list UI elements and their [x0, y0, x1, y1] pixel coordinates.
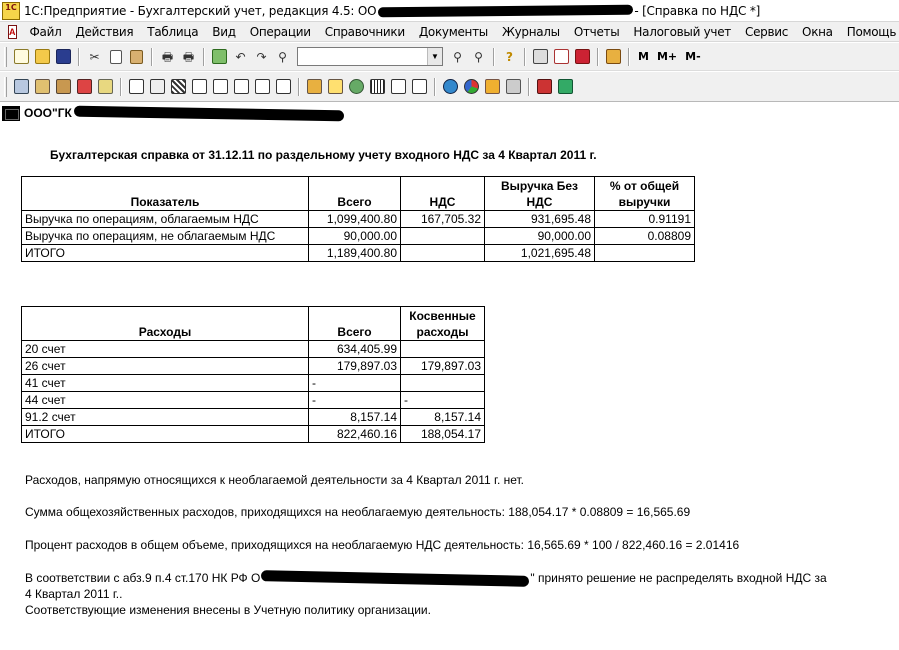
- new-document-icon[interactable]: [11, 46, 32, 67]
- paste-icon[interactable]: [126, 46, 147, 67]
- doc-c-icon[interactable]: [273, 76, 294, 97]
- box-icon[interactable]: [503, 76, 524, 97]
- toolbar-separator: [78, 48, 80, 66]
- window-title-prefix: 1С:Предприятие - Бухгалтерский учет, редакция 4.5: ОО: [24, 3, 377, 18]
- redacted-organization-mask: [74, 105, 344, 121]
- table-cell[interactable]: 8,157.14: [309, 409, 401, 426]
- table-cell[interactable]: [595, 245, 695, 262]
- table-cell[interactable]: 26 счет: [22, 358, 309, 375]
- calculator-icon[interactable]: [530, 46, 551, 67]
- image-icon[interactable]: [482, 76, 503, 97]
- menu-tax-accounting[interactable]: Налоговый учет: [633, 24, 731, 39]
- table-cell[interactable]: 931,695.48: [485, 211, 595, 228]
- table-cell[interactable]: Выручка по операциям, не облагаемым НДС: [22, 228, 309, 245]
- tip-icon[interactable]: [572, 46, 593, 67]
- toolbar-separator: [151, 48, 153, 66]
- export-icon[interactable]: [534, 76, 555, 97]
- select-icon[interactable]: [209, 46, 230, 67]
- table-row: [22, 245, 695, 262]
- report-icon[interactable]: [126, 76, 147, 97]
- table-cell[interactable]: 188,054.17: [401, 426, 485, 443]
- table-cell[interactable]: 91.2 счет: [22, 409, 309, 426]
- toolbar-grip[interactable]: [4, 47, 7, 67]
- copy-icon[interactable]: [105, 46, 126, 67]
- chevron-down-icon[interactable]: ▼: [427, 48, 442, 65]
- direct-expenses-note: Расходов, напрямую относящихся к необлагаемой деятельности за 4 Квартал 2011 г. нет.: [25, 473, 525, 487]
- tree-icon[interactable]: [95, 76, 116, 97]
- table-cell[interactable]: ИТОГО: [22, 426, 309, 443]
- window-titlebar: [0, 0, 899, 22]
- toolbar-separator: [120, 78, 122, 96]
- menu-catalogs[interactable]: Справочники: [324, 24, 405, 39]
- wheel-icon[interactable]: [346, 76, 367, 97]
- table-row: [22, 341, 485, 358]
- ledger-icon[interactable]: [325, 76, 346, 97]
- table-cell[interactable]: 44 счет: [22, 392, 309, 409]
- column-header: Косвенные расходы: [401, 307, 485, 341]
- toolbar-grip[interactable]: [4, 77, 7, 97]
- decision-line-1: [25, 570, 827, 586]
- doc-tt-icon[interactable]: [210, 76, 231, 97]
- search-combo[interactable]: [297, 47, 443, 66]
- table-cell[interactable]: 41 счет: [22, 375, 309, 392]
- undo-icon[interactable]: ↶: [235, 49, 246, 64]
- globe-icon[interactable]: [440, 76, 461, 97]
- barcode-icon[interactable]: [367, 76, 388, 97]
- invoice-icon[interactable]: [147, 76, 168, 97]
- functions-toolbar: [0, 72, 899, 102]
- expense-percentage-calculation: Процент расходов в общем объеме, приходящихся на необлагаемую НДС деятельность: 16,565.69 * 100 / 822,460.16 = 2.01416: [25, 538, 740, 552]
- menu-documents[interactable]: Документы: [418, 24, 488, 39]
- search-input[interactable]: [298, 48, 427, 65]
- table-icon[interactable]: [32, 76, 53, 97]
- redacted-title-mask: [378, 5, 633, 18]
- print-icon[interactable]: 🖶: [161, 49, 174, 64]
- table-header-row: [22, 177, 695, 211]
- table-cell[interactable]: 1,099,400.80: [309, 211, 401, 228]
- toolbar-separator: [434, 78, 436, 96]
- table-row: [22, 392, 485, 409]
- cut-icon[interactable]: ✂: [89, 49, 100, 64]
- standard-toolbar: [0, 43, 899, 71]
- print-preview-icon[interactable]: 🖶: [182, 49, 195, 64]
- table-row: [22, 228, 695, 245]
- redo-icon[interactable]: ↷: [256, 49, 267, 64]
- expense-table: [21, 306, 485, 443]
- memory-m-button[interactable]: M: [638, 50, 649, 63]
- decision-text-end: " принято решение не распределять входной НДС за: [530, 571, 827, 585]
- menu-reports[interactable]: Отчеты: [573, 24, 620, 39]
- menu-table[interactable]: Таблица: [147, 24, 199, 39]
- document-system-icon[interactable]: A: [9, 26, 16, 37]
- menu-bar: [0, 22, 899, 42]
- decision-text-start: В соответствии с абз.9 п.4 ст.170 НК РФ О: [25, 571, 261, 585]
- doc-b-icon[interactable]: [252, 76, 273, 97]
- table-row: [22, 409, 485, 426]
- table-cell[interactable]: ИТОГО: [22, 245, 309, 262]
- decision-line-2: 4 Квартал 2011 г..: [25, 587, 123, 601]
- list-icon[interactable]: [53, 76, 74, 97]
- table-cell[interactable]: 179,897.03: [401, 358, 485, 375]
- table-cell[interactable]: 90,000.00: [485, 228, 595, 245]
- column-header: Всего: [309, 177, 401, 211]
- table-cell[interactable]: 822,460.16: [309, 426, 401, 443]
- table-row: [22, 358, 485, 375]
- help-icon[interactable]: ?: [506, 49, 513, 64]
- menu-windows[interactable]: Окна: [802, 24, 833, 39]
- find-icon[interactable]: ⚲: [278, 49, 287, 64]
- person-icon[interactable]: [304, 76, 325, 97]
- menu-actions[interactable]: Действия: [75, 24, 134, 39]
- memory-plus-button[interactable]: M+: [656, 50, 678, 63]
- open-folder-icon[interactable]: [32, 46, 53, 67]
- table-cell[interactable]: [401, 375, 485, 392]
- column-header: Показатель: [22, 177, 309, 211]
- form-icon[interactable]: [74, 76, 95, 97]
- table-row: [22, 375, 485, 392]
- table-cell[interactable]: 90,000.00: [309, 228, 401, 245]
- column-header: % от общей выручки: [595, 177, 695, 211]
- report-title: Бухгалтерская справка от 31.12.11 по раздельному учету входного НДС за 4 Квартал 2011 г.: [50, 148, 597, 162]
- find-next-icon[interactable]: ⚲: [453, 49, 462, 64]
- table-cell[interactable]: -: [309, 392, 401, 409]
- revenue-table: [21, 176, 695, 262]
- app-logo-icon: 1C: [2, 2, 20, 20]
- menu-help[interactable]: Помощь: [846, 24, 897, 39]
- table-header-row: [22, 307, 485, 341]
- doc-t-icon[interactable]: [189, 76, 210, 97]
- toolbar-separator: [298, 78, 300, 96]
- doc-a-icon[interactable]: [231, 76, 252, 97]
- window-title: [24, 4, 760, 18]
- grid-icon[interactable]: [11, 76, 32, 97]
- calendar-icon[interactable]: [551, 46, 572, 67]
- table-cell[interactable]: 8,157.14: [401, 409, 485, 426]
- decision-paragraph: [25, 570, 827, 618]
- spreadsheet-document: [0, 102, 899, 650]
- table-cell[interactable]: [401, 228, 485, 245]
- table-cell[interactable]: -: [401, 392, 485, 409]
- organization-line: [2, 105, 344, 121]
- menu-file[interactable]: Файл: [29, 24, 62, 39]
- chart-icon[interactable]: [461, 76, 482, 97]
- book-icon[interactable]: [603, 46, 624, 67]
- plan-icon[interactable]: [388, 76, 409, 97]
- column-header: НДС: [401, 177, 485, 211]
- toolbar-separator: [528, 78, 530, 96]
- table-cell[interactable]: -: [309, 375, 401, 392]
- menu-service[interactable]: Сервис: [744, 24, 789, 39]
- organization-name: ООО"ГК: [24, 106, 72, 120]
- menu-operations[interactable]: Операции: [249, 24, 311, 39]
- toolbar-separator: [524, 48, 526, 66]
- column-header: Выручка Без НДС: [485, 177, 595, 211]
- table-cell[interactable]: Выручка по операциям, облагаемым НДС: [22, 211, 309, 228]
- redacted-company-mask: [261, 571, 529, 588]
- table-cell[interactable]: 179,897.03: [309, 358, 401, 375]
- window-title-suffix: - [Справка по НДС *]: [634, 3, 761, 18]
- table-row: [22, 211, 695, 228]
- menu-journals[interactable]: Журналы: [501, 24, 560, 39]
- table-cell[interactable]: [401, 245, 485, 262]
- cell-marker-icon: [2, 106, 20, 121]
- toolbar-separator: [203, 48, 205, 66]
- column-header: Всего: [309, 307, 401, 341]
- column-header: Расходы: [22, 307, 309, 341]
- account-icon[interactable]: [409, 76, 430, 97]
- table-row: [22, 426, 485, 443]
- table-cell[interactable]: [401, 341, 485, 358]
- toolbar-separator: [493, 48, 495, 66]
- table-cell[interactable]: 20 счет: [22, 341, 309, 358]
- table-cell[interactable]: 167,705.32: [401, 211, 485, 228]
- checker-icon[interactable]: [168, 76, 189, 97]
- menu-view[interactable]: Вид: [212, 24, 236, 39]
- table-cell[interactable]: 634,405.99: [309, 341, 401, 358]
- decision-line-3: Соответствующие изменения внесены в Учетную политику организации.: [25, 603, 431, 617]
- save-icon[interactable]: [53, 46, 74, 67]
- general-expenses-calculation: Сумма общехозяйственных расходов, приходящихся на необлагаемую деятельность: 188,054.17 * 0.08809 = 16,565.69: [25, 505, 691, 519]
- replace-icon[interactable]: ⚲: [474, 49, 483, 64]
- table-cell[interactable]: 0.08809: [595, 228, 695, 245]
- toolbar-separator: [597, 48, 599, 66]
- memory-minus-button[interactable]: M-: [685, 50, 701, 63]
- table-cell[interactable]: 1,021,695.48: [485, 245, 595, 262]
- table-cell[interactable]: 0.91191: [595, 211, 695, 228]
- table-cell[interactable]: 1,189,400.80: [309, 245, 401, 262]
- toolbar-separator: [628, 48, 630, 66]
- import-icon[interactable]: [555, 76, 576, 97]
